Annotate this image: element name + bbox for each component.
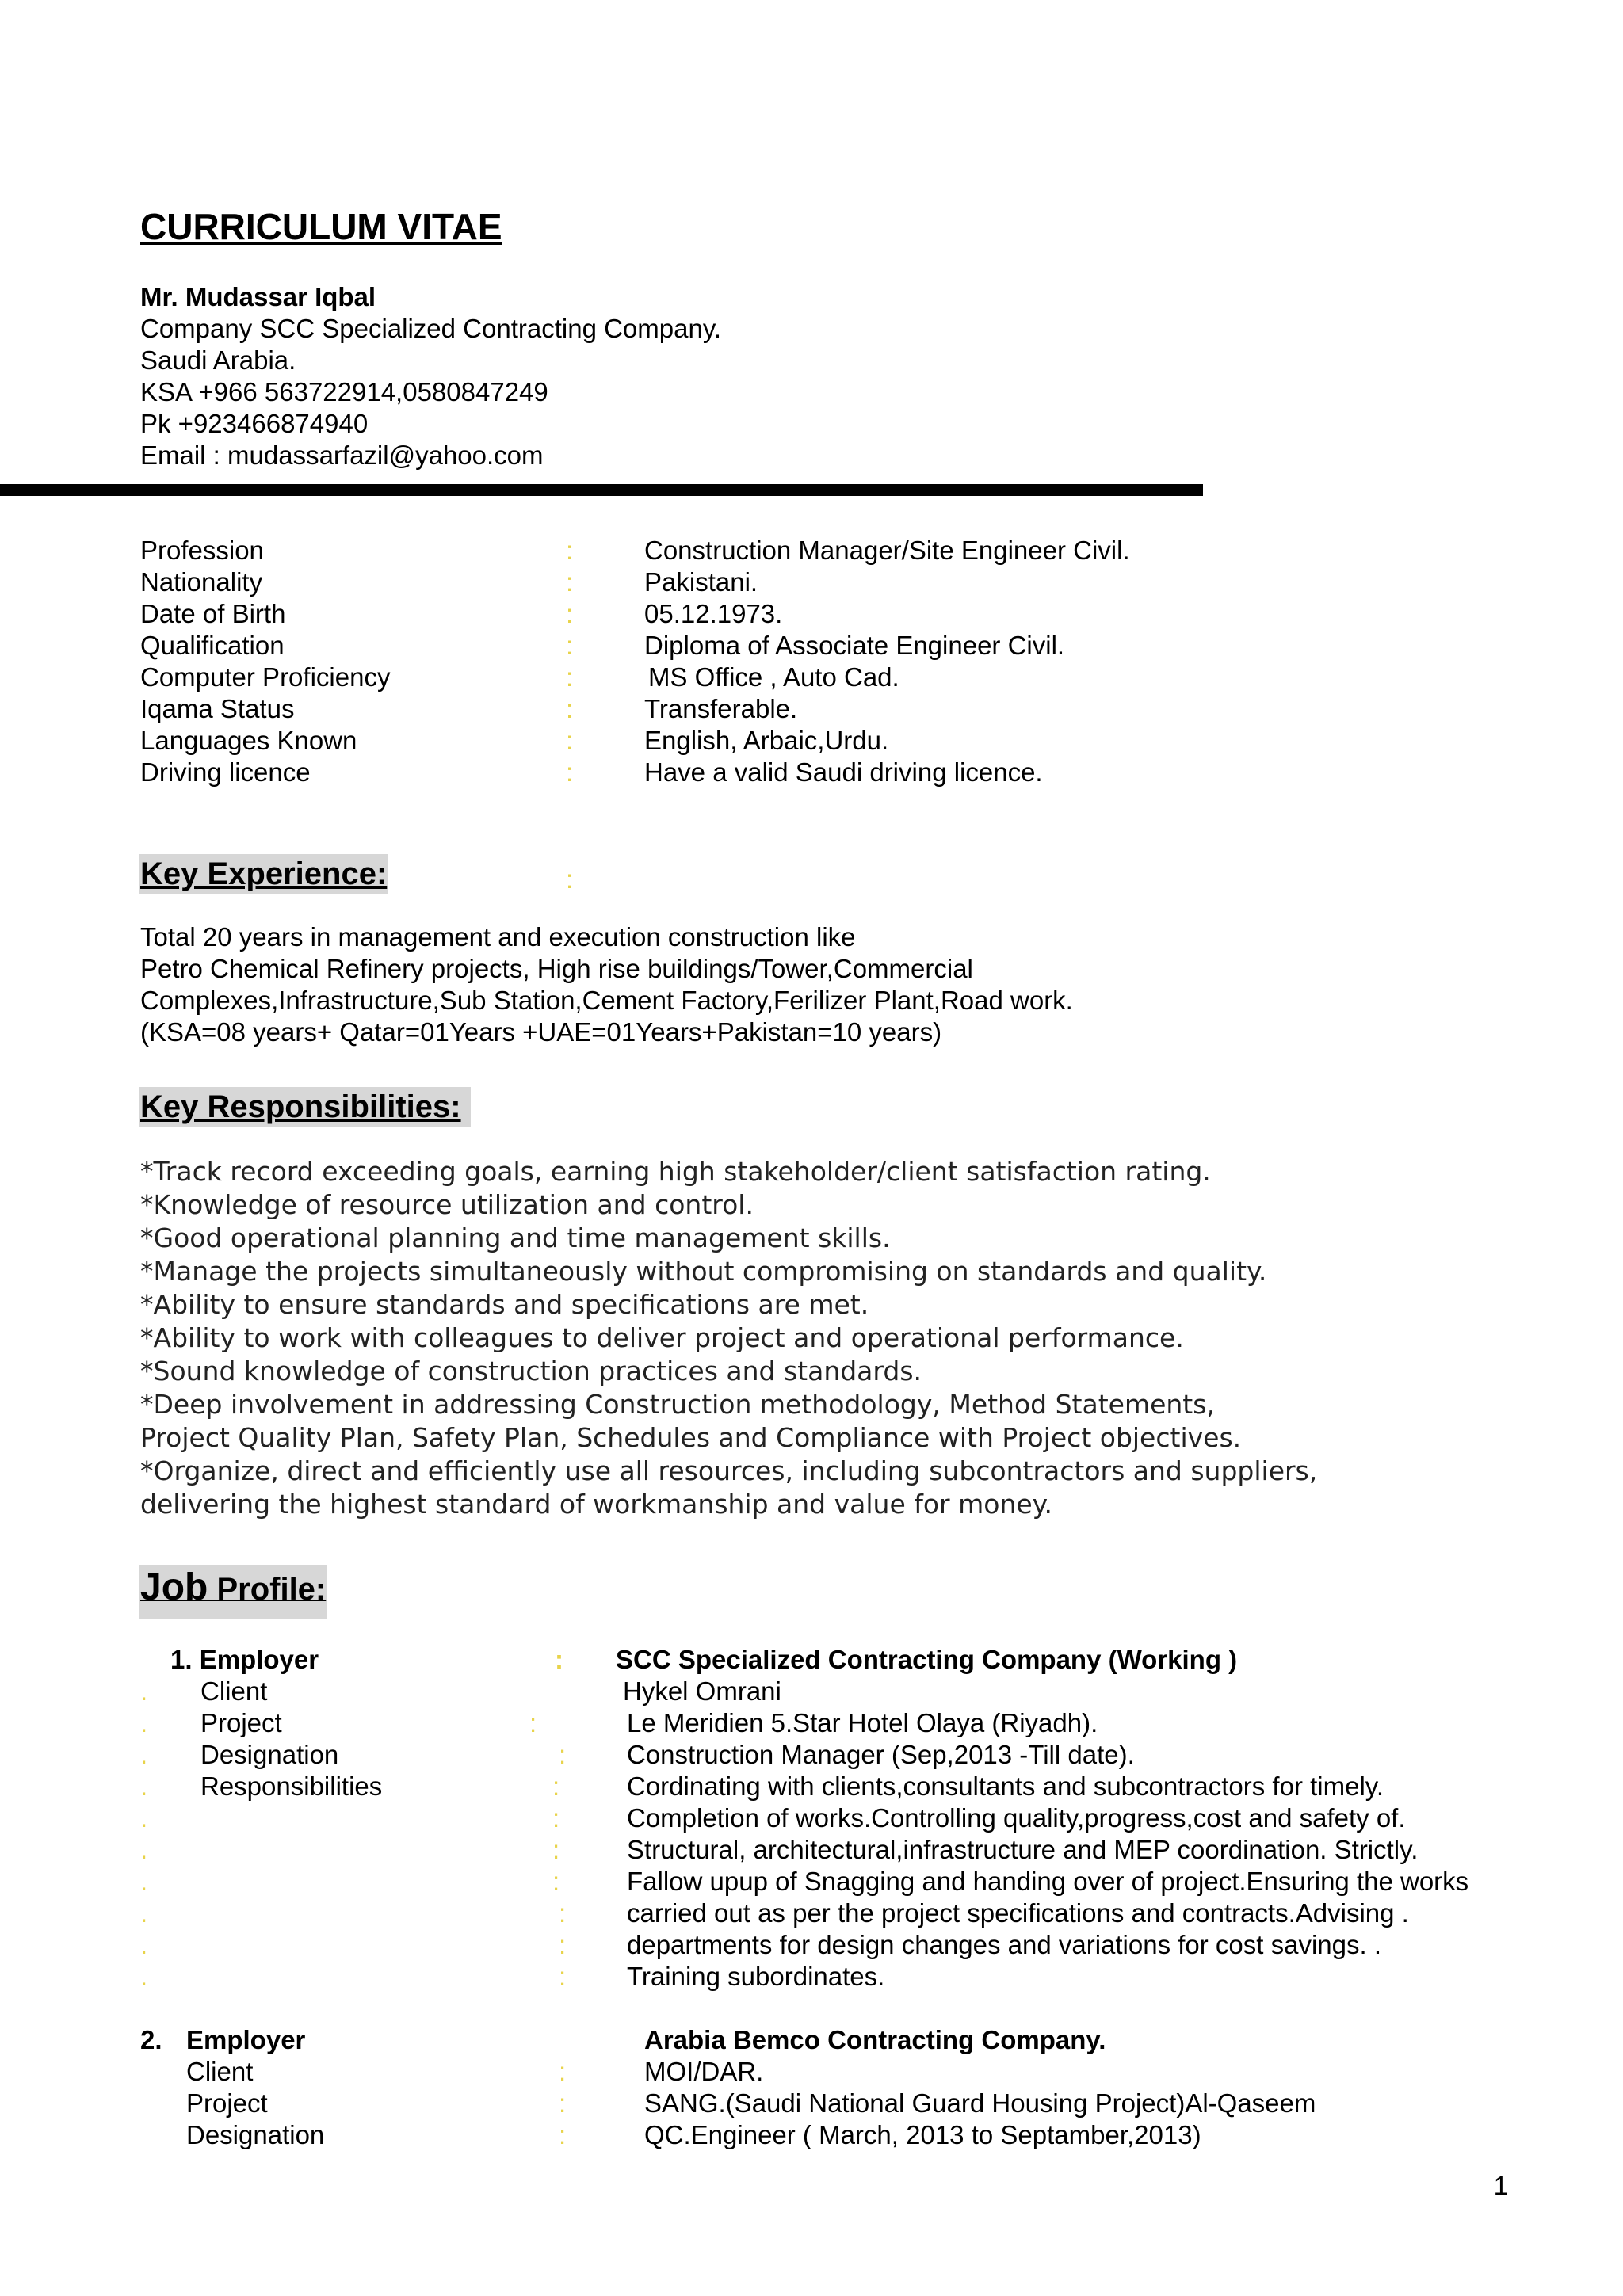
key-experience-text bbox=[140, 921, 1073, 1048]
key-responsibilities-list bbox=[140, 1155, 1317, 1521]
job2-project: SANG.(Saudi National Guard Housing Project)Al-Qaseem bbox=[644, 2088, 1316, 2118]
info-colon: : bbox=[566, 599, 574, 628]
info-value-dob: 05.12.1973. bbox=[644, 599, 783, 628]
info-colon: : bbox=[566, 536, 574, 565]
info-label-dob: Date of Birth bbox=[140, 599, 286, 628]
responsibility-line: *Sound knowledge of construction practices and standards. bbox=[140, 1356, 922, 1386]
job1-bullet: . bbox=[140, 1962, 148, 1991]
job1-colon: : bbox=[559, 1898, 567, 1928]
job1-responsibility-line: Structural, architectural,infrastructure and MEP coordination. Strictly. bbox=[627, 1835, 1419, 1864]
job2-client-label: Client bbox=[186, 2057, 254, 2086]
info-value-computer: MS Office , Auto Cad. bbox=[648, 662, 899, 692]
info-value-languages: English, Arbaic,Urdu. bbox=[644, 726, 889, 755]
job2-employer-label: Employer bbox=[186, 2025, 306, 2054]
job1-client: Hykel Omrani bbox=[623, 1676, 781, 1706]
info-value-qualification: Diploma of Associate Engineer Civil. bbox=[644, 631, 1065, 660]
info-label-languages: Languages Known bbox=[140, 726, 357, 755]
job1-responsibility-line: Cordinating with clients,consultants and subcontractors for timely. bbox=[627, 1772, 1384, 1801]
job1-responsibility-line: Completion of works.Controlling quality,progress,cost and safety of. bbox=[627, 1803, 1406, 1833]
page-number: 1 bbox=[1493, 2171, 1508, 2200]
responsibility-line: *Deep involvement in addressing Construction methodology, Method Statements, bbox=[140, 1389, 1215, 1420]
job1-client-label: Client bbox=[200, 1676, 268, 1706]
job1-colon: : bbox=[559, 1962, 567, 1991]
experience-line: Complexes,Infrastructure,Sub Station,Cement Factory,Ferilizer Plant,Road work. bbox=[140, 986, 1073, 1015]
phone-pk: Pk +923466874940 bbox=[140, 409, 369, 438]
job-profile-heading-big: Job bbox=[140, 1566, 208, 1608]
job1-project: Le Meridien 5.Star Hotel Olaya (Riyadh). bbox=[627, 1708, 1098, 1737]
info-colon: : bbox=[566, 726, 574, 755]
header-divider bbox=[0, 484, 1203, 496]
info-value-profession: Construction Manager/Site Engineer Civil. bbox=[644, 536, 1130, 565]
job2-designation: QC.Engineer ( March, 2013 to Septamber,2013) bbox=[644, 2120, 1201, 2149]
job-profile-heading bbox=[139, 1565, 327, 1619]
cv-title: CURRICULUM VITAE bbox=[140, 206, 502, 247]
job1-employer: SCC Specialized Contracting Company (Working ) bbox=[616, 1645, 1238, 1674]
job1-responsibility-line: Fallow upup of Snagging and handing over of project.Ensuring the works bbox=[627, 1867, 1469, 1896]
job1-bullet: . bbox=[140, 1772, 148, 1801]
job2-number: 2. bbox=[140, 2025, 162, 2054]
job1-bullet: . bbox=[140, 1740, 148, 1769]
info-colon: : bbox=[566, 694, 574, 723]
company-line: Company SCC Specialized Contracting Company. bbox=[140, 314, 722, 343]
info-colon: : bbox=[566, 662, 574, 692]
responsibility-line: *Ability to ensure standards and specifications are met. bbox=[140, 1289, 869, 1320]
responsibility-line: *Track record exceeding goals, earning high stakeholder/client satisfaction rating. bbox=[140, 1156, 1211, 1187]
info-value-nationality: Pakistani. bbox=[644, 567, 758, 597]
job1-colon: : bbox=[552, 1772, 560, 1801]
job1-designation-label: Designation bbox=[200, 1740, 339, 1769]
phone-ksa: KSA +966 563722914,0580847249 bbox=[140, 377, 548, 406]
job1-responsibility-line: departments for design changes and variations for cost savings. . bbox=[627, 1930, 1382, 1959]
info-colon: : bbox=[566, 757, 574, 787]
job2-employer: Arabia Bemco Contracting Company. bbox=[644, 2025, 1106, 2054]
job1-bullet: . bbox=[140, 1835, 148, 1864]
info-value-iqama: Transferable. bbox=[644, 694, 798, 723]
job1-bullet: . bbox=[140, 1930, 148, 1959]
key-experience-heading: Key Experience: bbox=[139, 854, 388, 894]
job-profile-heading-small: Profile: bbox=[208, 1572, 327, 1607]
job1-colon: : bbox=[559, 1930, 567, 1959]
info-label-nationality: Nationality bbox=[140, 567, 263, 597]
responsibility-line: Project Quality Plan, Safety Plan, Schedules and Compliance with Project objectives. bbox=[140, 1422, 1242, 1453]
job1-employer-label: 1. Employer bbox=[170, 1645, 319, 1674]
experience-line: Total 20 years in management and execution construction like bbox=[140, 922, 856, 952]
job1-colon: : bbox=[552, 1803, 560, 1833]
info-label-driving: Driving licence bbox=[140, 757, 311, 787]
info-label-qualification: Qualification bbox=[140, 631, 285, 660]
responsibility-line: *Organize, direct and efficiently use all resources, including subcontractors and suppliers, bbox=[140, 1455, 1318, 1486]
responsibility-line: *Good operational planning and time management skills. bbox=[140, 1222, 891, 1253]
job1-bullet: . bbox=[140, 1867, 148, 1896]
job2-colon: : bbox=[559, 2088, 567, 2118]
responsibility-line: *Knowledge of resource utilization and control. bbox=[140, 1189, 754, 1220]
job1-responsibilities-label: Responsibilities bbox=[200, 1772, 383, 1801]
job2-project-label: Project bbox=[186, 2088, 268, 2118]
job1-bullet: . bbox=[140, 1803, 148, 1833]
job1-colon: : bbox=[552, 1835, 560, 1864]
job2-colon: : bbox=[559, 2120, 567, 2149]
info-label-computer: Computer Proficiency bbox=[140, 662, 391, 692]
info-colon: : bbox=[566, 631, 574, 660]
job1-bullet: . bbox=[140, 1676, 148, 1706]
experience-line: Petro Chemical Refinery projects, High rise buildings/Tower,Commercial bbox=[140, 954, 973, 983]
job2-colon: : bbox=[559, 2057, 567, 2086]
job1-designation: Construction Manager (Sep,2013 -Till date). bbox=[627, 1740, 1135, 1769]
contact-block bbox=[140, 281, 721, 471]
job2-client: MOI/DAR. bbox=[644, 2057, 764, 2086]
responsibility-line: *Ability to work with colleagues to deliver project and operational performance. bbox=[140, 1322, 1184, 1353]
info-label-profession: Profession bbox=[140, 536, 264, 565]
candidate-name: Mr. Mudassar Iqbal bbox=[140, 282, 376, 311]
job1-colon: : bbox=[555, 1645, 563, 1674]
job1-bullet: . bbox=[140, 1898, 148, 1928]
responsibility-line: *Manage the projects simultaneously without compromising on standards and quality. bbox=[140, 1256, 1267, 1287]
job1-responsibility-line: Training subordinates. bbox=[627, 1962, 885, 1991]
key-responsibilities-heading: Key Responsibilities: bbox=[139, 1087, 471, 1127]
email-line: Email : mudassarfazil@yahoo.com bbox=[140, 441, 544, 470]
job1-colon: : bbox=[559, 1740, 567, 1769]
experience-colon: : bbox=[566, 864, 574, 894]
job1-bullet: . bbox=[140, 1708, 148, 1737]
job1-responsibility-line: carried out as per the project specifications and contracts.Advising . bbox=[627, 1898, 1409, 1928]
info-label-iqama: Iqama Status bbox=[140, 694, 295, 723]
info-colon: : bbox=[566, 567, 574, 597]
info-value-driving: Have a valid Saudi driving licence. bbox=[644, 757, 1043, 787]
responsibility-line: delivering the highest standard of workmanship and value for money. bbox=[140, 1489, 1052, 1520]
job1-colon: : bbox=[552, 1867, 560, 1896]
country-line: Saudi Arabia. bbox=[140, 345, 296, 375]
job1-colon: : bbox=[529, 1708, 537, 1737]
job2-designation-label: Designation bbox=[186, 2120, 325, 2149]
job1-project-label: Project bbox=[200, 1708, 282, 1737]
experience-line: (KSA=08 years+ Qatar=01Years +UAE=01Years+Pakistan=10 years) bbox=[140, 1017, 942, 1047]
